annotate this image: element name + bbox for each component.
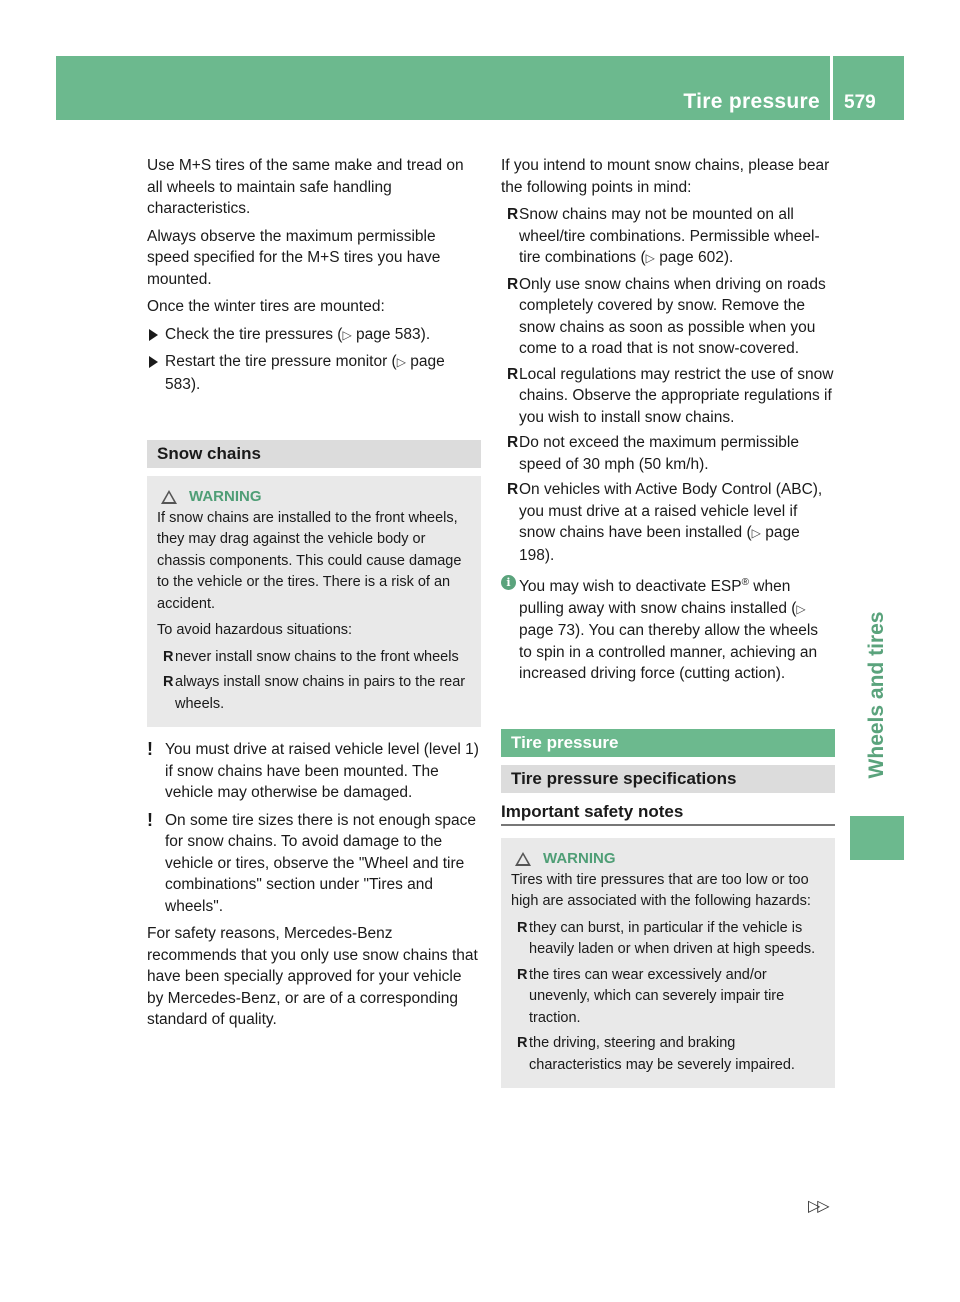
warning-box [147, 476, 481, 727]
left-column [147, 155, 481, 1037]
list-item: R never install snow chains to the front wheels [163, 648, 459, 665]
page-ref-arrow-icon: ▷ [645, 251, 655, 265]
info-icon: i [501, 575, 516, 590]
page-reference-link[interactable]: page 198 [519, 524, 800, 564]
warning-list [157, 647, 471, 716]
warning-box [501, 838, 835, 1088]
warning-triangle-icon [515, 852, 531, 866]
exclamation-icon: ! [147, 809, 153, 830]
list-item: R Local regulations may restrict the use of snow chains. Observe the appropriate regulations if you wish to install snow chains. [507, 365, 834, 426]
chapter-side-tab[interactable] [850, 600, 904, 790]
list-item: R Only use snow chains when driving on roads completely covered by snow. Remove the snow chains as soon as possible when you come to a road that is not snow-covered. [507, 275, 826, 357]
list-item: R the driving, steering and braking characteristics may be severely impaired. [517, 1035, 795, 1073]
continue-arrow-icon: ▷▷ [808, 1198, 827, 1215]
list-item: R Do not exceed the maximum permissible speed of 30 mph (50 km/h). [507, 434, 799, 473]
paragraph: For safety reasons, Mercedes-Benz recommends that you only use snow chains that have been specially approved for your vehicle by Mercedes-Benz, or are of a corresponding standard of quality. [147, 925, 478, 1028]
warning-text: Tires with tire pressures that are too low or too high are associated with the following hazards: [511, 871, 811, 910]
page-ref-arrow-icon: ▷ [342, 327, 352, 342]
section-heading-snow-chains: Snow chains [147, 440, 481, 468]
list-item: R the tires can wear excessively and/or unevenly, which can severely impair tire traction. [517, 966, 785, 1026]
section-heading-tire-pressure: Tire pressure [501, 729, 835, 757]
warning-title: WARNING [511, 848, 825, 870]
step-arrow-icon [149, 329, 158, 341]
warning-triangle-icon [161, 490, 177, 504]
subsection-heading-tire-pressure-specs: Tire pressure specifications [501, 765, 835, 793]
right-column [501, 155, 835, 1088]
info-note: i You may wish to deactivate ESP® when pulling away with snow chains installed (▷ page 73). You can thereby allow the wheels to spin in a controlled manner, achieving an increased driving force (cutting action). [501, 572, 835, 685]
warning-list [511, 918, 825, 1077]
paragraph: Once the winter tires are mounted: [147, 298, 385, 315]
warning-title: WARNING [157, 486, 471, 508]
step-arrow-icon [149, 356, 158, 368]
page-number: 579 [844, 92, 876, 113]
list-item: R On vehicles with Active Body Control (ABC), you must drive at a raised vehicle level if snow chains have been installed (▷ page 198). [507, 481, 823, 564]
running-header-title: Tire pressure [683, 90, 820, 113]
list-item: R Snow chains may not be mounted on all wheel/tire combinations. Permissible wheel-tire combinations (▷ page 602). [507, 206, 820, 266]
list-item: R always install snow chains in pairs to the rear wheels. [163, 674, 466, 712]
page-ref-arrow-icon: ▷ [751, 526, 761, 540]
paragraph: If you intend to mount snow chains, please bear the following points in mind: [501, 157, 830, 196]
paragraph: Use M+S tires of the same make and tread on all wheels to maintain safe handling characteristics. [147, 157, 464, 217]
paragraph: Always observe the maximum permissible speed specified for the M+S tires you have mounted. [147, 227, 441, 288]
exclamation-icon: ! [147, 739, 153, 759]
caution-note: ! On some tire sizes there is not enough space for snow chains. To avoid damage to the vehicle or tires, observe the "Wheel and tire combinations" section under "Tires and wheels". [147, 809, 477, 915]
header-divider [830, 56, 833, 120]
page-reference-link[interactable]: page 602 [659, 249, 724, 266]
warning-text: To avoid hazardous situations: [157, 622, 353, 638]
page-ref-arrow-icon: ▷ [396, 355, 406, 369]
list-item: R they can burst, in particular if the vehicle is heavily laden or when driven at high speeds. [517, 919, 816, 958]
warning-text: If snow chains are installed to the front wheels, they may drag against the vehicle body or chassis components. This could cause damage to the vehicle or the tires. There is a risk of an accident. [157, 509, 462, 612]
page-reference-link[interactable]: page 73 [519, 622, 576, 640]
chapter-marker-block [850, 816, 904, 860]
header-bar [56, 56, 904, 120]
instruction-step: Restart the tire pressure monitor (▷ page 583). [147, 351, 481, 395]
page-reference-link[interactable]: page 583 [165, 353, 445, 393]
instruction-step: Check the tire pressures (▷ page 583). [147, 324, 481, 347]
page-reference-link[interactable]: page 583 [356, 325, 421, 343]
caution-note: ! You must drive at raised vehicle level (level 1) if snow chains have been mounted. The vehicle may otherwise be damaged. [147, 739, 479, 801]
page-ref-arrow-icon: ▷ [796, 601, 806, 616]
subheading-safety-notes: Important safety notes [501, 801, 835, 827]
chapter-side-tab-label: Wheels and tires [865, 611, 888, 779]
snow-chain-points-list [501, 204, 835, 566]
